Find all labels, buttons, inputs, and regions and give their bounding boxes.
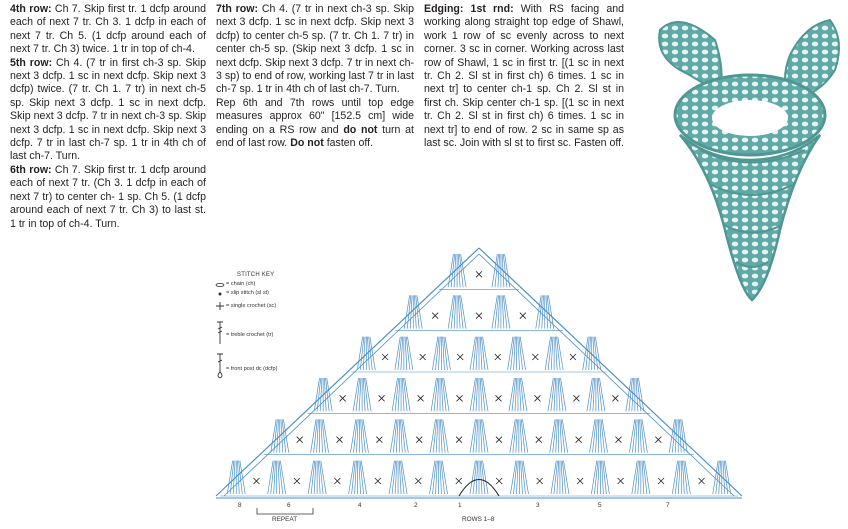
row-5-instructions: 5th row: Ch 4. (7 tr in first ch-3 sp. Skip next 3 dcfp. 1 sc in next dcfp. Skip next 3 dcfp) twice. (7 tr. Ch 1. 7 tr) in next ch-5 sp. Skip next 3 dcfp. 1 sc in next dcfp. Skip next 3 dcfp. 7 tr in next ch-3 sp. Skip next 3 dcfp. 1 sc in next dcfp. Skip next 3 dcfp. 7 tr in last ch-7 sp. 1 tr in 4th ch of last ch-7. Turn. xyxy=(10,56,206,163)
chart-row-number: 7 xyxy=(666,502,670,509)
single-crochet-symbol xyxy=(215,301,225,311)
stitch-key-title: STITCH KEY xyxy=(237,272,275,278)
key-single-crochet: = single crochet (sc) xyxy=(215,301,325,317)
row-7-instructions: 7th row: Ch 4. (7 tr in next ch-3 sp. Skip next 3 dcfp. 1 sc in next dcfp. Skip next 3 dcfp) to center ch-5 sp. (7 tr. Ch 1. 7 tr) in center ch-5 sp. (Skip next 3 dcfp. 1 sc in next dcfp. Skip next 3 dcfp. 7 tr in next ch-3 sp) to end of row, working last 7 tr in last ch-7 sp. 1 tr in 4th ch of last ch-7. Turn. xyxy=(216,3,415,96)
rows-label: ROWS 1–8 xyxy=(462,516,495,523)
key-slip-stitch: = slip stitch (sl st) xyxy=(215,290,325,306)
slip-stitch-symbol xyxy=(215,290,225,298)
instructions-column-1 xyxy=(10,3,206,231)
chart-row-number: 5 xyxy=(598,502,602,509)
row-4-instructions: 4th row: Ch 7. Skip first tr. 1 dcfp around each of next 7 tr. Ch 3. 1 dcfp in each of next 7 tr. Ch 5. (1 dcfp around each of next 7 tr. Ch 3) twice. 1 tr in top of ch-4. xyxy=(10,3,207,56)
repeat-instructions: Rep 6th and 7th rows until top edge measures approx 60" [152.5 cm] wide ending on a RS row and do not turn at end of last row. Do not fasten off. xyxy=(216,96,414,150)
instructions-column-3 xyxy=(424,3,624,150)
key-chain: = chain (ch) xyxy=(215,281,325,297)
chart-row-number: 3 xyxy=(536,502,540,509)
chart-row-number: 2 xyxy=(414,502,418,509)
instructions-column-2 xyxy=(216,3,414,150)
row-6-instructions: 6th row: Ch 7. Skip first tr. 1 dcfp around each of next 7 tr. (Ch 3. 1 dcfp in each of next 7 tr) to center ch- 1 sp. Ch 5. (1 dcfp around each of next 7 tr. Ch 3) to last st. 1 tr in top of ch-4. Turn. xyxy=(10,163,207,230)
chart-row-number: 8 xyxy=(238,502,242,509)
front-post-dc-symbol xyxy=(215,352,225,380)
treble-crochet-symbol xyxy=(215,320,225,346)
chart-row-number: 6 xyxy=(287,502,291,509)
repeat-label: REPEAT xyxy=(272,516,298,523)
chain-symbol xyxy=(215,281,225,289)
repeat-bracket xyxy=(255,506,315,516)
key-treble-crochet: = treble crochet (tr) xyxy=(215,320,325,346)
chart-row-number: 1 xyxy=(458,502,462,509)
chart-row-number: 4 xyxy=(358,502,362,509)
edging-instructions: Edging: 1st rnd: With RS facing and working along straight top edge of Shawl, work 1 row of sc evenly across to next corner. 3 sc in corner. Working across last row of Shawl, 1 sc in first tr. [(1 sc in next tr. Ch 2. Sl st in first ch) 6 times. 1 sc in next tr] to center ch-1 sp. Ch 2. Sl st in first ch. Skip center ch-1 sp. [(1 sc in next tr. Ch 2. Sl st in first ch) 6 times. 1 sc in next tr] to end of row. 2 sc in same sp as last sc. Join with sl st to first sc. Fasten off. xyxy=(424,3,625,150)
key-front-post-dc: = front post dc (dcfp) xyxy=(215,352,325,380)
